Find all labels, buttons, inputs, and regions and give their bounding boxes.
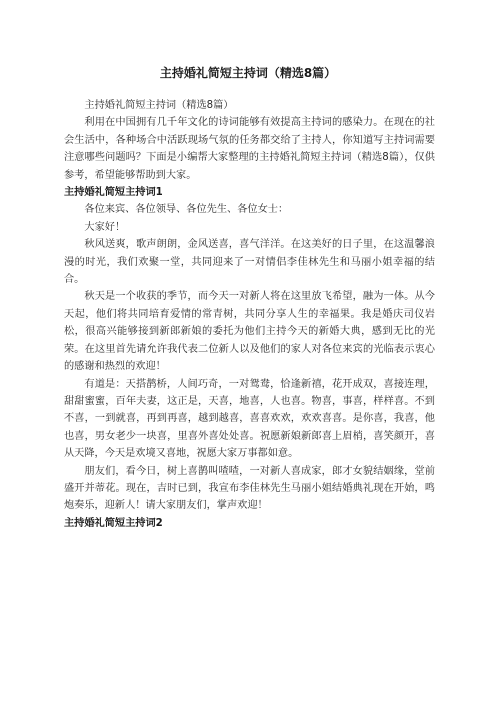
paragraph: 大家好！ — [84, 221, 126, 233]
document-title: 主持婚礼简短主持词（精选8篇） — [159, 66, 337, 80]
document-body — [64, 97, 435, 532]
paragraph: 利用在中国拥有几千年文化的诗词能够有效提高主持词的感染力。在现在的社会生活中，各种场合中活跃现场气氛的任务都交给了主持人，你知道写主持词需要注意哪些问题吗？下面是小编帮大家整理的主持婚礼简短主持词（精选8篇），仅供参考，希望能够帮助到大家。 — [64, 117, 435, 181]
paragraph: 主持婚礼简短主持词（精选8篇） — [84, 100, 234, 111]
paragraph: 秋天是一个收获的季节，而今天一对新人将在这里放飞希望，融为一体。从今天起，他们将共同培育爱情的常青树，共同分享人生的幸福果。我是婚庆司仪岩松，很高兴能够接到新郎新娘的委托为他们主持今天的新婚大典，感到无比的光荣。在这里首先请允许我代表二位新人以及他们的家人对各位来宾的光临表示衷心的感谢和热烈的欢迎！ — [64, 291, 435, 373]
section-heading: 主持婚礼简短主持词1 — [64, 187, 163, 199]
section-heading: 主持婚礼简短主持词2 — [64, 517, 163, 529]
paragraph: 朋友们，看今日，树上喜鹊叫喳喳，一对新人喜成家，郎才女貌结姻缘，堂前盛开并蒂花。现在，吉时已到，我宣布李佳林先生马丽小姐结婚典礼现在开始，鸣炮奏乐，迎新人！请大家朋友们，掌声欢迎！ — [64, 465, 435, 512]
paragraph: 有道是：天搭鹊桥，人间巧奇，一对鸳鸯，恰逢新禧，花开成双，喜接连理，甜甜蜜蜜，百年夫妻，这正是，天喜，地喜，人也喜。物喜，事喜，样样喜。不到不喜，一到就喜，再到再喜，越到越喜，喜喜欢欢，欢欢喜喜。是你喜，我喜，他也喜，男女老少一块喜，里喜外喜处处喜。祝愿新娘新郎喜上眉梢，喜笑颜开，喜从天降，今天是欢境又喜地，祝愿大家万事都如意。 — [64, 378, 435, 460]
paragraph: 各位来宾、各位领导、各位先生、各位女士： — [84, 204, 289, 216]
paragraph: 秋风送爽，歌声朗朗，金风送喜，喜气洋洋。在这美好的日子里，在这温馨浪漫的时光，我们欢聚一堂，共同迎来了一对情侣李佳林先生和马丽小姐幸福的结合。 — [64, 239, 435, 286]
